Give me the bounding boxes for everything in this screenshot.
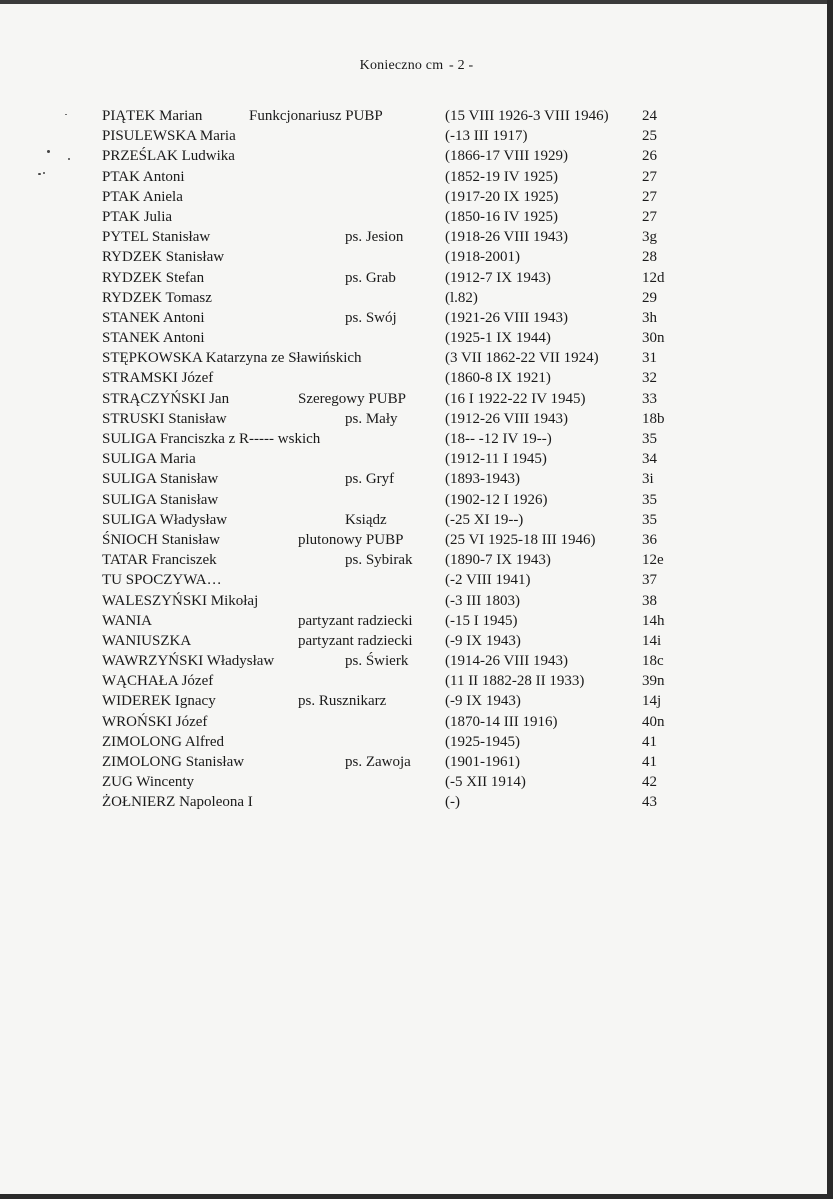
list-item: [0, 126, 833, 146]
entry-name: PTAK Julia: [102, 208, 173, 225]
entry-dates: (3 VII 1862-22 VII 1924): [445, 350, 599, 367]
entry-role: plutonowy PUBP: [298, 531, 404, 548]
entry-name: STĘPKOWSKA Katarzyna ze Sławińskich: [102, 350, 362, 367]
entry-number: 43: [642, 794, 657, 811]
entry-name: SULIGA Stanisław: [102, 471, 219, 488]
entry-number: 12e: [642, 552, 664, 569]
entry-name: TU SPOCZYWA…: [102, 572, 222, 589]
entry-dates: (1925-1945): [445, 733, 520, 750]
entry-number: 39n: [642, 673, 665, 690]
entry-number: 37: [642, 572, 657, 589]
entry-dates: (-2 VIII 1941): [445, 572, 531, 589]
entry-dates: (15 VIII 1926-3 VIII 1946): [445, 108, 609, 124]
list-item: [0, 510, 833, 530]
entry-dates: (-3 III 1803): [445, 592, 520, 609]
entry-role: ps. Gryf: [345, 471, 395, 488]
list-item: [0, 752, 833, 772]
list-item: [0, 530, 833, 550]
entry-name: STRĄCZYŃSKI Jan: [102, 390, 230, 407]
entry-name: ŚNIOCH Stanisław: [102, 531, 220, 548]
list-item: [0, 651, 833, 671]
list-item: [0, 732, 833, 752]
page-number: - 2 -: [449, 58, 474, 73]
entry-name: PTAK Aniela: [102, 188, 183, 205]
entry-number: 30n: [642, 330, 665, 347]
entry-role: Funkcjonariusz PUBP: [249, 108, 383, 124]
list-item: [0, 490, 833, 510]
entry-role: ps. Mały: [345, 410, 398, 427]
entry-name: SULIGA Stanisław: [102, 491, 219, 508]
entry-name: PISULEWSKA Maria: [102, 128, 236, 145]
entry-number: 3i: [642, 471, 654, 488]
list-item: [0, 227, 833, 247]
entry-dates: (1912-26 VIII 1943): [445, 410, 569, 427]
entry-dates: (-15 I 1945): [445, 612, 518, 629]
entry-number: 27: [642, 188, 657, 205]
list-item: [0, 611, 833, 631]
entry-name: WANIUSZKA: [102, 632, 192, 649]
entry-dates: (1860-8 IX 1921): [445, 370, 551, 387]
entry-name: SULIGA Władysław: [102, 511, 228, 528]
entry-name: STRUSKI Stanisław: [102, 410, 227, 427]
entry-number: 18b: [642, 410, 665, 427]
entry-dates: (1918-26 VIII 1943): [445, 229, 569, 246]
entry-number: 27: [642, 168, 657, 185]
entry-dates: (1890-7 IX 1943): [445, 552, 551, 569]
entry-name: ZUG Wincenty: [102, 774, 195, 791]
entry-number: 24: [642, 108, 657, 124]
entry-dates: (-9 IX 1943): [445, 632, 521, 649]
list-item: [0, 368, 833, 388]
entry-number: 36: [642, 531, 657, 548]
entry-name: WROŃSKI Józef: [102, 713, 208, 730]
entry-dates: (16 I 1922-22 IV 1945): [445, 390, 586, 407]
entry-dates: (25 VI 1925-18 III 1946): [445, 531, 596, 548]
entry-name: SULIGA Franciszka z R----- wskich: [102, 431, 321, 447]
entry-dates: (-): [445, 794, 460, 811]
entry-number: 3h: [642, 309, 657, 326]
list-item: [0, 591, 833, 611]
entry-name: WIDEREK Ignacy: [102, 693, 216, 710]
entry-name: PIĄTEK Marian: [102, 108, 203, 124]
list-item: [0, 247, 833, 267]
entry-number: 34: [642, 451, 657, 468]
entry-number: 35: [642, 511, 657, 528]
entry-role: partyzant radziecki: [298, 612, 413, 629]
entry-role: ps. Jesion: [345, 229, 404, 246]
list-item: [0, 328, 833, 348]
entry-role: ps. Świerk: [345, 653, 409, 670]
entry-name: SULIGA Maria: [102, 451, 196, 468]
entry-number: 28: [642, 249, 657, 266]
entry-name: STANEK Antoni: [102, 330, 205, 347]
list-item: [0, 550, 833, 570]
entry-name: WĄCHAŁA Józef: [102, 673, 214, 690]
entry-role: partyzant radziecki: [298, 632, 413, 649]
entry-dates: (-13 III 1917): [445, 128, 528, 145]
entry-number: 35: [642, 431, 657, 447]
entry-name: PRZEŚLAK Ludwika: [102, 148, 235, 165]
entry-dates: (1921-26 VIII 1943): [445, 309, 569, 326]
list-item: [0, 207, 833, 227]
entry-number: 41: [642, 754, 657, 770]
entry-name: STANEK Antoni: [102, 309, 205, 326]
page-header: [0, 58, 833, 74]
list-item: [0, 389, 833, 409]
entry-number: 29: [642, 289, 657, 306]
entry-number: 38: [642, 592, 657, 609]
list-item: [0, 146, 833, 166]
entry-number: 3g: [642, 229, 657, 246]
entry-name: PYTEL Stanisław: [102, 229, 211, 246]
entry-dates: (1866-17 VIII 1929): [445, 148, 569, 165]
entry-number: 26: [642, 148, 657, 165]
list-item: [0, 348, 833, 368]
entry-role: ps. Zawoja: [345, 754, 411, 770]
entry-dates: (1852-19 IV 1925): [445, 168, 559, 185]
entry-number: 42: [642, 774, 657, 791]
list-item: [0, 792, 833, 812]
burial-list: [0, 106, 833, 813]
entry-number: 14i: [642, 632, 662, 649]
list-item: [0, 772, 833, 792]
entry-number: 12d: [642, 269, 665, 286]
entry-role: Ksiądz: [345, 511, 387, 528]
list-item: [0, 167, 833, 187]
entry-dates: (1914-26 VIII 1943): [445, 653, 569, 670]
entry-number: 27: [642, 208, 657, 225]
entry-dates: (11 II 1882-28 II 1933): [445, 673, 585, 690]
entry-dates: (1912-7 IX 1943): [445, 269, 551, 286]
entry-role: Szeregowy PUBP: [298, 390, 406, 407]
entry-name: WALESZYŃSKI Mikołaj: [102, 592, 259, 609]
entry-number: 18c: [642, 653, 664, 670]
entry-name: ZIMOLONG Stanisław: [102, 754, 245, 770]
entry-role: ps. Swój: [345, 309, 397, 326]
entry-dates: (1893-1943): [445, 471, 520, 488]
entry-dates: (-5 XII 1914): [445, 774, 526, 791]
list-item: [0, 288, 833, 308]
entry-dates: (1902-12 I 1926): [445, 491, 548, 508]
list-item: [0, 469, 833, 489]
entry-name: RYDZEK Stanisław: [102, 249, 225, 266]
list-item: [0, 691, 833, 711]
list-item: [0, 268, 833, 288]
list-item: [0, 106, 833, 126]
entry-role: ps. Sybirak: [345, 552, 413, 569]
entry-name: TATAR Franciszek: [102, 552, 217, 569]
list-item: [0, 712, 833, 732]
entry-number: 14j: [642, 693, 662, 710]
scan-edge-bottom: [0, 1194, 833, 1199]
list-item: [0, 449, 833, 469]
list-item: [0, 671, 833, 691]
list-item: [0, 308, 833, 328]
entry-number: 32: [642, 370, 657, 387]
entry-number: 41: [642, 733, 657, 750]
list-item: [0, 187, 833, 207]
entry-number: 31: [642, 350, 657, 367]
entry-dates: (-25 XI 19--): [445, 511, 524, 528]
entry-name: ŻOŁNIERZ Napoleona I: [102, 794, 253, 811]
header-title: Konieczno cm: [359, 58, 444, 73]
entry-name: STRAMSKI Józef: [102, 370, 214, 387]
entry-role: ps. Rusznikarz: [298, 693, 387, 710]
entry-name: RYDZEK Tomasz: [102, 289, 212, 306]
list-item: [0, 570, 833, 590]
entry-dates: (l.82): [445, 289, 478, 306]
entry-number: 33: [642, 390, 657, 407]
entry-dates: (1925-1 IX 1944): [445, 330, 551, 347]
entry-dates: (1912-11 I 1945): [445, 451, 547, 468]
entry-dates: (1917-20 IX 1925): [445, 188, 559, 205]
entry-number: 14h: [642, 612, 665, 629]
entry-name: WANIA: [102, 612, 152, 629]
entry-dates: (1918-2001): [445, 249, 520, 266]
list-item: [0, 429, 833, 449]
entry-name: RYDZEK Stefan: [102, 269, 205, 286]
entry-role: ps. Grab: [345, 269, 396, 286]
entry-dates: (18-- -12 IV 19--): [445, 431, 552, 447]
list-item: [0, 631, 833, 651]
entry-dates: (1901-1961): [445, 754, 520, 770]
entry-name: ZIMOLONG Alfred: [102, 733, 225, 750]
scan-edge-top: [0, 0, 833, 4]
entry-number: 40n: [642, 713, 665, 730]
entry-dates: (-9 IX 1943): [445, 693, 521, 710]
entry-dates: (1870-14 III 1916): [445, 713, 558, 730]
list-item: [0, 409, 833, 429]
entry-dates: (1850-16 IV 1925): [445, 208, 559, 225]
entry-name: PTAK Antoni: [102, 168, 185, 185]
entry-number: 25: [642, 128, 657, 145]
entry-number: 35: [642, 491, 657, 508]
entry-name: WAWRZYŃSKI Władysław: [102, 653, 275, 670]
